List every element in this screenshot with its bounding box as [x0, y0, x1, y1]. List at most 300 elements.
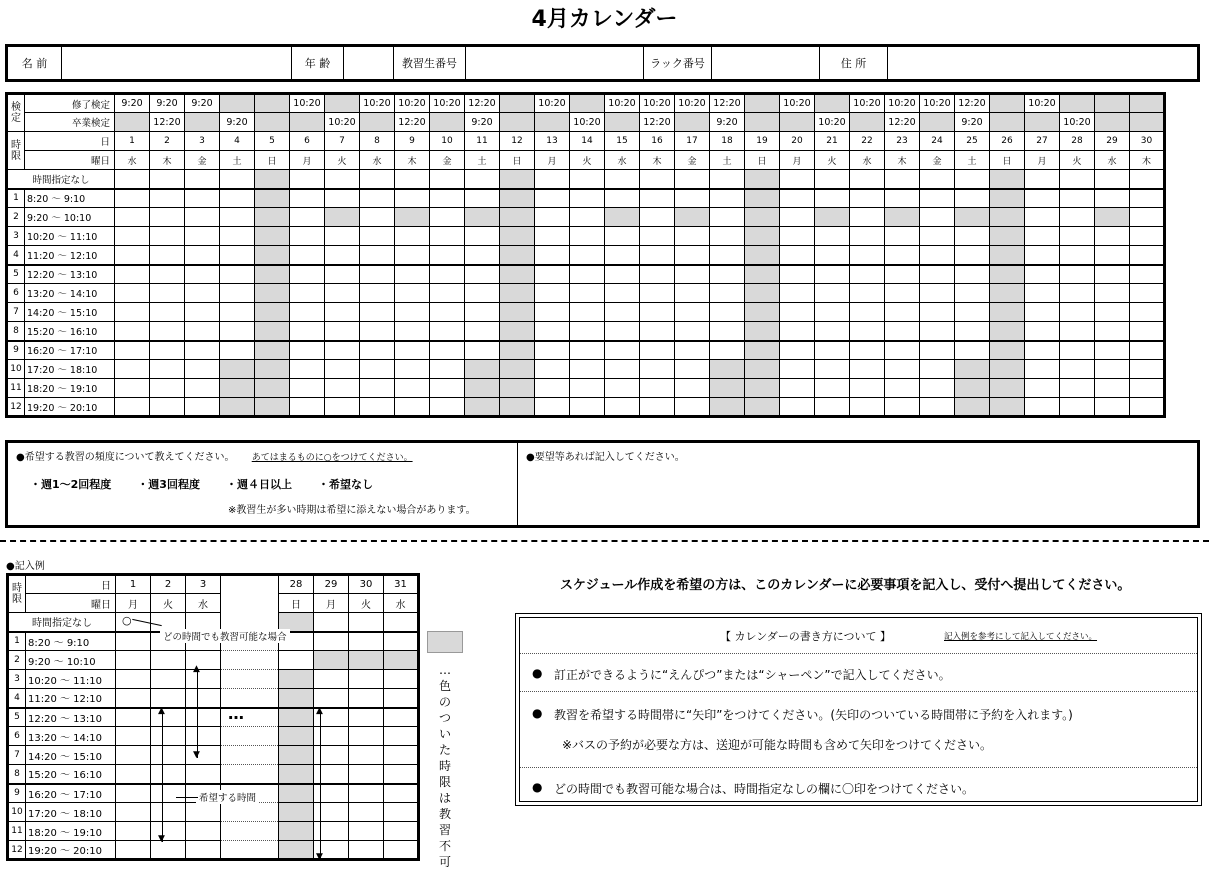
slot-cell[interactable]: [1130, 265, 1165, 284]
slot-cell[interactable]: [430, 208, 465, 227]
no-time-cell[interactable]: [780, 170, 815, 189]
slot-cell[interactable]: [570, 379, 605, 398]
slot-cell[interactable]: [185, 284, 220, 303]
slot-cell[interactable]: [605, 360, 640, 379]
slot-cell[interactable]: [360, 303, 395, 322]
slot-cell[interactable]: [255, 398, 290, 417]
slot-cell[interactable]: [500, 246, 535, 265]
slot-cell[interactable]: [675, 284, 710, 303]
no-time-cell[interactable]: [430, 170, 465, 189]
slot-cell[interactable]: [360, 379, 395, 398]
slot-cell[interactable]: [500, 189, 535, 208]
slot-cell[interactable]: [465, 379, 500, 398]
slot-cell[interactable]: [1130, 189, 1165, 208]
slot-cell[interactable]: [920, 246, 955, 265]
slot-cell[interactable]: [605, 227, 640, 246]
slot-cell[interactable]: [920, 303, 955, 322]
slot-cell[interactable]: [745, 189, 780, 208]
option-none[interactable]: ・希望なし: [317, 478, 373, 491]
slot-cell[interactable]: [430, 284, 465, 303]
no-time-cell[interactable]: [605, 170, 640, 189]
slot-cell[interactable]: [990, 208, 1025, 227]
slot-cell[interactable]: [115, 322, 150, 341]
slot-cell[interactable]: [115, 379, 150, 398]
slot-cell[interactable]: [920, 398, 955, 417]
slot-cell[interactable]: [675, 227, 710, 246]
slot-cell[interactable]: [885, 360, 920, 379]
slot-cell[interactable]: [1060, 265, 1095, 284]
slot-cell[interactable]: [780, 208, 815, 227]
slot-cell[interactable]: [465, 227, 500, 246]
slot-cell[interactable]: [640, 322, 675, 341]
slot-cell[interactable]: [710, 303, 745, 322]
slot-cell[interactable]: [1060, 360, 1095, 379]
slot-cell[interactable]: [115, 246, 150, 265]
slot-cell[interactable]: [745, 341, 780, 360]
slot-cell[interactable]: [1025, 246, 1060, 265]
slot-cell[interactable]: [885, 265, 920, 284]
slot-cell[interactable]: [745, 303, 780, 322]
option-3[interactable]: ・週3回程度: [137, 478, 200, 491]
slot-cell[interactable]: [185, 322, 220, 341]
slot-cell[interactable]: [605, 303, 640, 322]
slot-cell[interactable]: [220, 360, 255, 379]
slot-cell[interactable]: [1060, 398, 1095, 417]
slot-cell[interactable]: [115, 227, 150, 246]
slot-cell[interactable]: [185, 398, 220, 417]
slot-cell[interactable]: [990, 322, 1025, 341]
slot-cell[interactable]: [920, 208, 955, 227]
slot-cell[interactable]: [185, 189, 220, 208]
slot-cell[interactable]: [885, 246, 920, 265]
slot-cell[interactable]: [885, 227, 920, 246]
slot-cell[interactable]: [150, 189, 185, 208]
address-field[interactable]: [888, 47, 1197, 79]
slot-cell[interactable]: [710, 208, 745, 227]
slot-cell[interactable]: [500, 284, 535, 303]
slot-cell[interactable]: [1095, 265, 1130, 284]
slot-cell[interactable]: [465, 341, 500, 360]
slot-cell[interactable]: [1130, 246, 1165, 265]
slot-cell[interactable]: [780, 379, 815, 398]
slot-cell[interactable]: [1130, 379, 1165, 398]
slot-cell[interactable]: [1025, 208, 1060, 227]
slot-cell[interactable]: [710, 360, 745, 379]
slot-cell[interactable]: [955, 265, 990, 284]
no-time-cell[interactable]: [465, 170, 500, 189]
slot-cell[interactable]: [955, 322, 990, 341]
slot-cell[interactable]: [1025, 379, 1060, 398]
slot-cell[interactable]: [535, 379, 570, 398]
slot-cell[interactable]: [850, 284, 885, 303]
slot-cell[interactable]: [885, 208, 920, 227]
slot-cell[interactable]: [255, 322, 290, 341]
no-time-cell[interactable]: [850, 170, 885, 189]
slot-cell[interactable]: [815, 379, 850, 398]
slot-cell[interactable]: [955, 189, 990, 208]
slot-cell[interactable]: [290, 303, 325, 322]
slot-cell[interactable]: [255, 284, 290, 303]
slot-cell[interactable]: [430, 227, 465, 246]
slot-cell[interactable]: [1095, 303, 1130, 322]
slot-cell[interactable]: [115, 284, 150, 303]
slot-cell[interactable]: [885, 379, 920, 398]
slot-cell[interactable]: [675, 398, 710, 417]
slot-cell[interactable]: [220, 379, 255, 398]
slot-cell[interactable]: [640, 265, 675, 284]
slot-cell[interactable]: [745, 265, 780, 284]
slot-cell[interactable]: [990, 284, 1025, 303]
no-time-cell[interactable]: [815, 170, 850, 189]
slot-cell[interactable]: [535, 265, 570, 284]
slot-cell[interactable]: [395, 360, 430, 379]
slot-cell[interactable]: [850, 398, 885, 417]
slot-cell[interactable]: [325, 246, 360, 265]
slot-cell[interactable]: [850, 246, 885, 265]
slot-cell[interactable]: [955, 284, 990, 303]
no-time-cell[interactable]: [640, 170, 675, 189]
slot-cell[interactable]: [710, 322, 745, 341]
slot-cell[interactable]: [395, 208, 430, 227]
slot-cell[interactable]: [395, 398, 430, 417]
slot-cell[interactable]: [255, 246, 290, 265]
slot-cell[interactable]: [325, 284, 360, 303]
slot-cell[interactable]: [1130, 398, 1165, 417]
slot-cell[interactable]: [815, 284, 850, 303]
no-time-cell[interactable]: [885, 170, 920, 189]
name-field[interactable]: [62, 47, 292, 79]
slot-cell[interactable]: [710, 284, 745, 303]
slot-cell[interactable]: [745, 360, 780, 379]
slot-cell[interactable]: [395, 227, 430, 246]
slot-cell[interactable]: [395, 322, 430, 341]
slot-cell[interactable]: [500, 360, 535, 379]
slot-cell[interactable]: [710, 265, 745, 284]
slot-cell[interactable]: [500, 379, 535, 398]
slot-cell[interactable]: [1095, 246, 1130, 265]
slot-cell[interactable]: [220, 246, 255, 265]
slot-cell[interactable]: [1025, 265, 1060, 284]
slot-cell[interactable]: [150, 208, 185, 227]
slot-cell[interactable]: [220, 398, 255, 417]
slot-cell[interactable]: [1060, 246, 1095, 265]
slot-cell[interactable]: [395, 189, 430, 208]
slot-cell[interactable]: [150, 265, 185, 284]
slot-cell[interactable]: [115, 265, 150, 284]
slot-cell[interactable]: [710, 341, 745, 360]
slot-cell[interactable]: [570, 303, 605, 322]
slot-cell[interactable]: [780, 227, 815, 246]
slot-cell[interactable]: [290, 189, 325, 208]
slot-cell[interactable]: [500, 303, 535, 322]
slot-cell[interactable]: [430, 398, 465, 417]
student-no-field[interactable]: [466, 47, 644, 79]
slot-cell[interactable]: [815, 341, 850, 360]
slot-cell[interactable]: [290, 398, 325, 417]
slot-cell[interactable]: [675, 379, 710, 398]
slot-cell[interactable]: [150, 303, 185, 322]
slot-cell[interactable]: [920, 284, 955, 303]
slot-cell[interactable]: [1130, 227, 1165, 246]
slot-cell[interactable]: [885, 341, 920, 360]
slot-cell[interactable]: [465, 398, 500, 417]
slot-cell[interactable]: [255, 208, 290, 227]
slot-cell[interactable]: [955, 398, 990, 417]
slot-cell[interactable]: [465, 208, 500, 227]
slot-cell[interactable]: [745, 208, 780, 227]
slot-cell[interactable]: [990, 379, 1025, 398]
slot-cell[interactable]: [465, 189, 500, 208]
slot-cell[interactable]: [290, 227, 325, 246]
slot-cell[interactable]: [1025, 341, 1060, 360]
slot-cell[interactable]: [1095, 341, 1130, 360]
slot-cell[interactable]: [290, 208, 325, 227]
slot-cell[interactable]: [535, 341, 570, 360]
no-time-cell[interactable]: [290, 170, 325, 189]
slot-cell[interactable]: [150, 360, 185, 379]
slot-cell[interactable]: [710, 189, 745, 208]
slot-cell[interactable]: [430, 303, 465, 322]
no-time-cell[interactable]: [1025, 170, 1060, 189]
slot-cell[interactable]: [885, 284, 920, 303]
slot-cell[interactable]: [815, 265, 850, 284]
slot-cell[interactable]: [605, 322, 640, 341]
slot-cell[interactable]: [115, 398, 150, 417]
no-time-cell[interactable]: [1060, 170, 1095, 189]
slot-cell[interactable]: [1060, 227, 1095, 246]
slot-cell[interactable]: [955, 379, 990, 398]
slot-cell[interactable]: [430, 379, 465, 398]
slot-cell[interactable]: [1025, 322, 1060, 341]
slot-cell[interactable]: [1095, 398, 1130, 417]
slot-cell[interactable]: [325, 265, 360, 284]
slot-cell[interactable]: [395, 284, 430, 303]
slot-cell[interactable]: [1130, 341, 1165, 360]
slot-cell[interactable]: [605, 379, 640, 398]
no-time-cell[interactable]: [360, 170, 395, 189]
slot-cell[interactable]: [395, 265, 430, 284]
slot-cell[interactable]: [535, 322, 570, 341]
slot-cell[interactable]: [150, 246, 185, 265]
slot-cell[interactable]: [395, 341, 430, 360]
slot-cell[interactable]: [570, 398, 605, 417]
slot-cell[interactable]: [570, 341, 605, 360]
slot-cell[interactable]: [1025, 227, 1060, 246]
slot-cell[interactable]: [150, 341, 185, 360]
slot-cell[interactable]: [640, 341, 675, 360]
slot-cell[interactable]: [535, 246, 570, 265]
no-time-cell[interactable]: [535, 170, 570, 189]
slot-cell[interactable]: [1060, 189, 1095, 208]
slot-cell[interactable]: [115, 189, 150, 208]
slot-cell[interactable]: [675, 208, 710, 227]
slot-cell[interactable]: [185, 379, 220, 398]
slot-cell[interactable]: [780, 303, 815, 322]
slot-cell[interactable]: [815, 303, 850, 322]
slot-cell[interactable]: [430, 265, 465, 284]
rack-no-field[interactable]: [712, 47, 820, 79]
slot-cell[interactable]: [290, 341, 325, 360]
slot-cell[interactable]: [885, 322, 920, 341]
slot-cell[interactable]: [1060, 341, 1095, 360]
slot-cell[interactable]: [850, 303, 885, 322]
slot-cell[interactable]: [1095, 227, 1130, 246]
slot-cell[interactable]: [500, 398, 535, 417]
slot-cell[interactable]: [185, 208, 220, 227]
no-time-cell[interactable]: [955, 170, 990, 189]
no-time-cell[interactable]: [255, 170, 290, 189]
no-time-cell[interactable]: [1095, 170, 1130, 189]
slot-cell[interactable]: [570, 265, 605, 284]
slot-cell[interactable]: [955, 227, 990, 246]
slot-cell[interactable]: [1025, 284, 1060, 303]
slot-cell[interactable]: [990, 303, 1025, 322]
slot-cell[interactable]: [115, 341, 150, 360]
slot-cell[interactable]: [1060, 303, 1095, 322]
slot-cell[interactable]: [955, 303, 990, 322]
slot-cell[interactable]: [605, 189, 640, 208]
slot-cell[interactable]: [780, 246, 815, 265]
slot-cell[interactable]: [185, 227, 220, 246]
slot-cell[interactable]: [535, 189, 570, 208]
slot-cell[interactable]: [920, 265, 955, 284]
slot-cell[interactable]: [990, 246, 1025, 265]
slot-cell[interactable]: [430, 246, 465, 265]
slot-cell[interactable]: [780, 360, 815, 379]
slot-cell[interactable]: [430, 322, 465, 341]
slot-cell[interactable]: [465, 284, 500, 303]
slot-cell[interactable]: [780, 189, 815, 208]
slot-cell[interactable]: [675, 360, 710, 379]
slot-cell[interactable]: [745, 246, 780, 265]
slot-cell[interactable]: [710, 398, 745, 417]
slot-cell[interactable]: [640, 284, 675, 303]
slot-cell[interactable]: [1130, 360, 1165, 379]
slot-cell[interactable]: [360, 246, 395, 265]
no-time-cell[interactable]: [570, 170, 605, 189]
slot-cell[interactable]: [640, 303, 675, 322]
slot-cell[interactable]: [675, 189, 710, 208]
slot-cell[interactable]: [535, 398, 570, 417]
slot-cell[interactable]: [570, 227, 605, 246]
slot-cell[interactable]: [255, 189, 290, 208]
slot-cell[interactable]: [395, 246, 430, 265]
slot-cell[interactable]: [150, 284, 185, 303]
slot-cell[interactable]: [325, 189, 360, 208]
slot-cell[interactable]: [220, 189, 255, 208]
slot-cell[interactable]: [360, 284, 395, 303]
slot-cell[interactable]: [675, 303, 710, 322]
slot-cell[interactable]: [640, 360, 675, 379]
slot-cell[interactable]: [150, 322, 185, 341]
slot-cell[interactable]: [535, 227, 570, 246]
slot-cell[interactable]: [430, 189, 465, 208]
slot-cell[interactable]: [255, 227, 290, 246]
slot-cell[interactable]: [1060, 379, 1095, 398]
slot-cell[interactable]: [885, 189, 920, 208]
slot-cell[interactable]: [990, 265, 1025, 284]
no-time-cell[interactable]: [185, 170, 220, 189]
slot-cell[interactable]: [1025, 303, 1060, 322]
no-time-cell[interactable]: [990, 170, 1025, 189]
slot-cell[interactable]: [220, 208, 255, 227]
slot-cell[interactable]: [220, 284, 255, 303]
option-1-2[interactable]: ・週1〜2回程度: [30, 478, 112, 491]
slot-cell[interactable]: [570, 208, 605, 227]
no-time-cell[interactable]: [220, 170, 255, 189]
slot-cell[interactable]: [465, 360, 500, 379]
slot-cell[interactable]: [290, 246, 325, 265]
slot-cell[interactable]: [325, 398, 360, 417]
slot-cell[interactable]: [1095, 189, 1130, 208]
slot-cell[interactable]: [220, 227, 255, 246]
slot-cell[interactable]: [1095, 360, 1130, 379]
slot-cell[interactable]: [640, 227, 675, 246]
slot-cell[interactable]: [395, 303, 430, 322]
slot-cell[interactable]: [675, 322, 710, 341]
slot-cell[interactable]: [1025, 360, 1060, 379]
slot-cell[interactable]: [150, 227, 185, 246]
slot-cell[interactable]: [815, 246, 850, 265]
slot-cell[interactable]: [885, 398, 920, 417]
slot-cell[interactable]: [220, 265, 255, 284]
slot-cell[interactable]: [220, 341, 255, 360]
slot-cell[interactable]: [920, 360, 955, 379]
slot-cell[interactable]: [850, 227, 885, 246]
slot-cell[interactable]: [1060, 284, 1095, 303]
slot-cell[interactable]: [185, 360, 220, 379]
slot-cell[interactable]: [290, 379, 325, 398]
slot-cell[interactable]: [1060, 322, 1095, 341]
slot-cell[interactable]: [780, 322, 815, 341]
slot-cell[interactable]: [640, 246, 675, 265]
slot-cell[interactable]: [745, 227, 780, 246]
slot-cell[interactable]: [815, 189, 850, 208]
slot-cell[interactable]: [640, 398, 675, 417]
slot-cell[interactable]: [185, 265, 220, 284]
slot-cell[interactable]: [675, 341, 710, 360]
slot-cell[interactable]: [920, 227, 955, 246]
slot-cell[interactable]: [500, 265, 535, 284]
slot-cell[interactable]: [605, 398, 640, 417]
slot-cell[interactable]: [745, 284, 780, 303]
slot-cell[interactable]: [430, 341, 465, 360]
slot-cell[interactable]: [290, 322, 325, 341]
slot-cell[interactable]: [290, 284, 325, 303]
slot-cell[interactable]: [535, 360, 570, 379]
slot-cell[interactable]: [675, 246, 710, 265]
no-time-cell[interactable]: [150, 170, 185, 189]
slot-cell[interactable]: [745, 379, 780, 398]
no-time-cell[interactable]: [675, 170, 710, 189]
slot-cell[interactable]: [1130, 284, 1165, 303]
slot-cell[interactable]: [1095, 284, 1130, 303]
slot-cell[interactable]: [255, 265, 290, 284]
no-time-cell[interactable]: [710, 170, 745, 189]
slot-cell[interactable]: [780, 284, 815, 303]
slot-cell[interactable]: [360, 227, 395, 246]
slot-cell[interactable]: [640, 379, 675, 398]
slot-cell[interactable]: [430, 360, 465, 379]
slot-cell[interactable]: [395, 379, 430, 398]
slot-cell[interactable]: [220, 322, 255, 341]
slot-cell[interactable]: [920, 341, 955, 360]
slot-cell[interactable]: [360, 265, 395, 284]
slot-cell[interactable]: [1095, 208, 1130, 227]
slot-cell[interactable]: [325, 379, 360, 398]
slot-cell[interactable]: [1025, 398, 1060, 417]
slot-cell[interactable]: [570, 322, 605, 341]
